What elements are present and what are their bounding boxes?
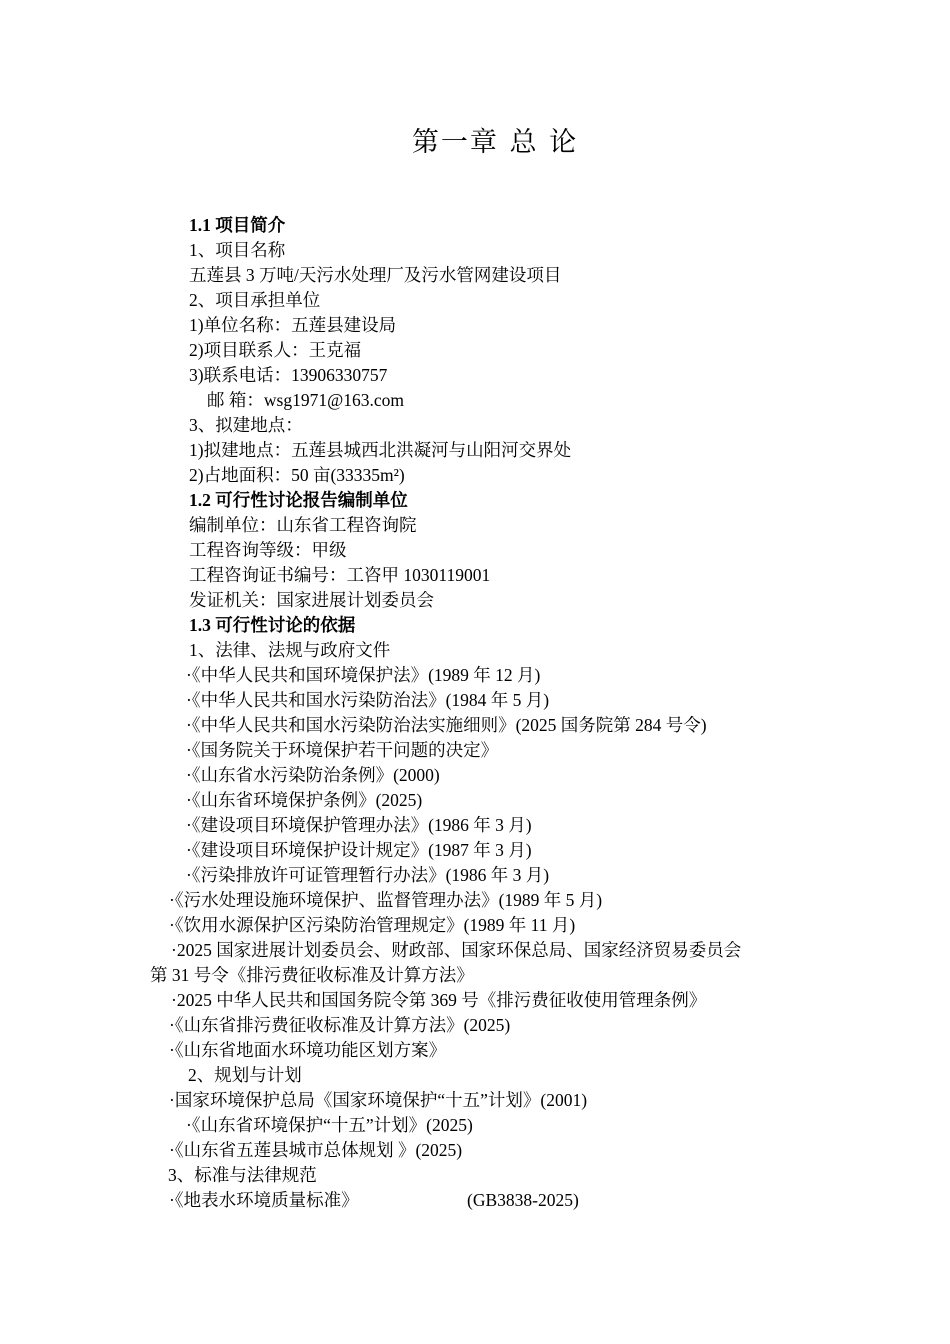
item-heading: 2、规划与计划 [188,1065,302,1085]
list-item: ·《山东省地面水环境功能区划方案》 [169,1040,447,1060]
list-item: ·《中华人民共和国环境保护法》(1989 年 12 月) [186,665,541,685]
section-heading-1-1: 1.1 项目简介 [189,215,286,235]
list-item: ·《地表水环境质量标准》 [169,1190,359,1210]
site-area: 2)占地面积：50 亩(33335m²) [189,465,405,485]
list-item: ·《国务院关于环境保护若干问题的决定》 [186,740,499,760]
contact-email: 邮 箱：wsg1971@163.com [207,390,404,410]
list-item-continuation: 第 31 号令《排污费征收标准及计算方法》 [150,965,474,985]
consulting-grade: 工程咨询等级：甲级 [189,540,347,560]
section-heading-1-3: 1.3 可行性讨论的依据 [189,615,356,635]
compiling-unit: 编制单位：山东省工程咨询院 [189,515,417,535]
contact-phone: 3)联系电话：13906330757 [189,365,388,385]
item-heading: 1、项目名称 [189,240,286,260]
list-item: ·《中华人民共和国水污染防治法》(1984 年 5 月) [186,690,550,710]
item-heading: 2、项目承担单位 [189,290,321,310]
item-heading: 3、标准与法律规范 [168,1165,317,1185]
item-heading: 3、拟建地点： [189,415,303,435]
list-item: ·《中华人民共和国水污染防治法实施细则》(2025 国务院第 284 号令) [186,715,707,735]
list-item: ·《建设项目环境保护设计规定》(1987 年 3 月) [186,840,532,860]
list-item: ·国家环境保护总局《国家环境保护“十五”计划》(2001) [169,1090,588,1110]
project-name: 五莲县 3 万吨/天污水处理厂及污水管网建设项目 [189,265,562,285]
item-heading: 1、法律、法规与政府文件 [189,640,391,660]
list-item: ·《污水处理设施环境保护、监督管理办法》(1989 年 5 月) [169,890,603,910]
certificate-number: 工程咨询证书编号：工咨甲 1030119001 [189,565,491,585]
contact-person: 2)项目联系人：王克福 [189,340,362,360]
list-item: ·《山东省排污费征收标准及计算方法》(2025) [169,1015,511,1035]
list-item: ·《山东省水污染防治条例》(2000) [186,765,440,785]
chapter-title: 第一章 总 论 [411,127,579,158]
unit-name: 1)单位名称：五莲县建设局 [189,315,397,335]
list-item: ·《饮用水源保护区污染防治管理规定》(1989 年 11 月) [169,915,576,935]
list-item: ·《污染排放许可证管理暂行办法》(1986 年 3 月) [186,865,550,885]
list-item: ·《山东省环境保护条例》(2025) [186,790,423,810]
section-heading-1-2: 1.2 可行性讨论报告编制单位 [189,490,408,510]
list-item: ·《山东省环境保护“十五”计划》(2025) [186,1115,473,1135]
standard-code: (GB3838-2025) [467,1190,579,1210]
list-item: ·2025 国家进展计划委员会、财政部、国家环保总局、国家经济贸易委员会 [171,940,742,960]
site-location: 1)拟建地点：五莲县城西北洪凝河与山阳河交界处 [189,440,572,460]
list-item: ·《建设项目环境保护管理办法》(1986 年 3 月) [186,815,532,835]
issuing-authority: 发证机关：国家进展计划委员会 [189,590,434,610]
list-item: ·《山东省五莲县城市总体规划 》(2025) [169,1140,463,1160]
list-item: ·2025 中华人民共和国国务院令第 369 号《排污费征收使用管理条例》 [171,990,707,1010]
